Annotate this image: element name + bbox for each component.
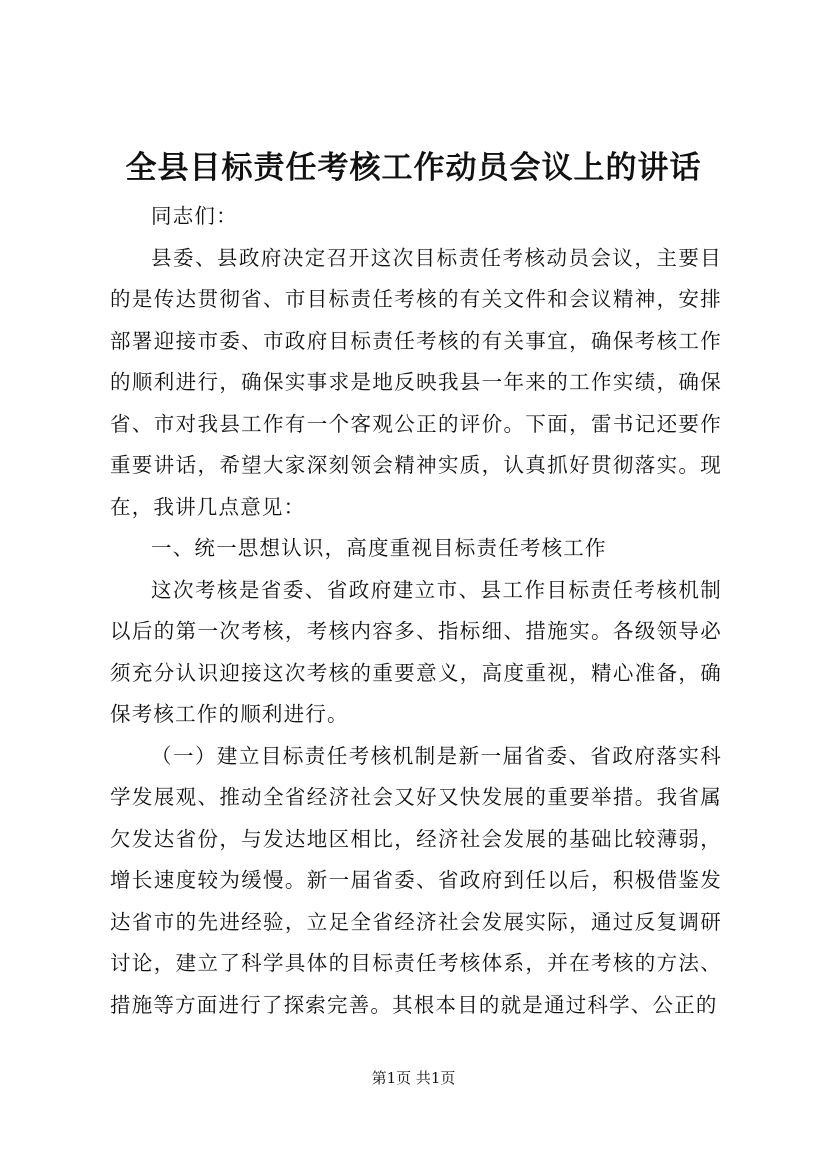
paragraph-intro: 县委、县政府决定召开这次目标责任考核动员会议，主要目的是传达贯彻省、市目标责任考核的有关文件和会议精神，安排部署迎接市委、市政府目标责任考核的有关事宜，确保考核工作的顺利进行，确保实事求是地反映我县一年来的工作实绩，确保省、市对我县工作有一个客观公正的评价。下面，雷书记还要作重要讲话，希望大家深刻领会精神实质，认真抓好贯彻落实。现在，我讲几点意见：: [110, 245, 722, 519]
salutation: 同志们：: [151, 204, 238, 228]
document-body: [110, 196, 722, 1026]
section-heading-1: 一、统一思想认识，高度重视目标责任考核工作: [151, 536, 607, 560]
paragraph-subsection-1: （一）建立目标责任考核机制是新一届省委、省政府落实科学发展观、推动全省经济社会又好又快发展的重要举措。我省属欠发达省份，与发达地区相比，经济社会发展的基础比较薄弱，增长速度较为缓慢。新一届省委、省政府到任以后，积极借鉴发达省市的先进经验，立足全省经济社会发展实际，通过反复调研讨论，建立了科学具体的目标责任考核体系，并在考核的方法、措施等方面进行了探索完善。其根本目的就是通过科学、公正的: [110, 743, 722, 1017]
page-footer: 第1页 共1页: [371, 1069, 456, 1087]
document-title: 全县目标责任考核工作动员会议上的讲话: [125, 150, 702, 186]
paragraph-section-1: 这次考核是省委、省政府建立市、县工作目标责任考核机制以后的第一次考核，考核内容多、指标细、措施实。各级领导必须充分认识迎接这次考核的重要意义，高度重视，精心准备，确保考核工作的顺利进行。: [110, 577, 722, 726]
